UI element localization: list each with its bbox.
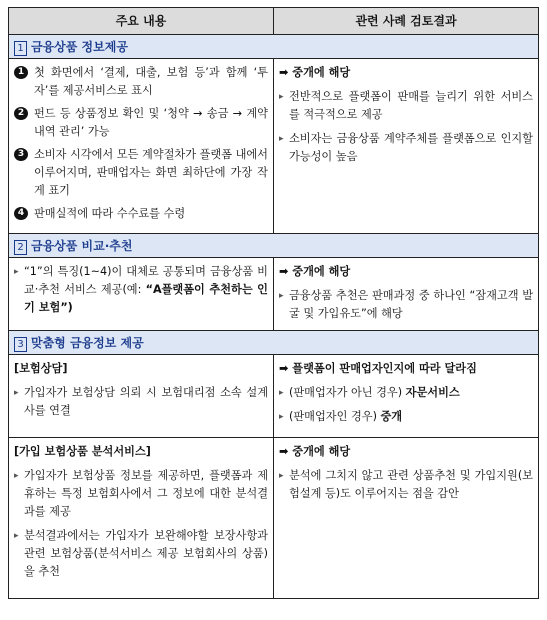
section-3-sub1-left-cell — [9, 355, 274, 438]
section-number-box: 3 — [14, 337, 27, 352]
bullet-icon: ▸ — [14, 531, 19, 541]
section-2-row — [9, 258, 539, 331]
comparison-table — [8, 7, 539, 599]
bullet-icon: ▸ — [279, 291, 284, 301]
sub-title: [가입 보험상품 분석서비스] — [14, 445, 151, 458]
section-1-title-row — [9, 35, 539, 59]
list-item: ▸ 가입자가 보험상품 정보를 제공하면, 플랫폼과 제휴하는 특정 보험회사에서 그 정보에 대한 분석결과를 제공 — [14, 467, 268, 521]
number-badge-icon: 4 — [14, 207, 28, 220]
list-item: ▸ 분석에 그치지 않고 관련 상품추천 및 가입지원(보험설계 등)도 이루어지는 점을 감안 — [279, 467, 533, 503]
section-2-left-cell — [9, 258, 274, 331]
section-3-sub2-right-cell — [274, 438, 539, 599]
arrow-right-icon: ➡ — [279, 445, 293, 458]
bullet-icon: ▸ — [14, 388, 19, 398]
bullet-icon: ▸ — [14, 267, 19, 277]
section-number-box: 2 — [14, 240, 27, 255]
number-badge-icon: 2 — [14, 107, 28, 120]
header-main-content: 주요 내용 — [9, 8, 274, 35]
section-3-sub2-left-cell — [9, 438, 274, 599]
list-item: ▸ (판매업자인 경우) 중개 — [279, 408, 533, 426]
header-review-result: 관련 사례 검토결과 — [274, 8, 539, 35]
section-3-sub2-row — [9, 438, 539, 599]
bullet-icon: ▸ — [279, 471, 284, 481]
comparison-table-wrapper — [8, 7, 538, 599]
list-item: ▸ 전반적으로 플랫폼이 판매를 늘리기 위한 서비스를 적극적으로 제공 — [279, 88, 533, 124]
number-badge-icon: 1 — [14, 66, 28, 79]
bullet-icon: ▸ — [279, 134, 284, 144]
section-1-title: 1 금융상품 정보제공 — [9, 35, 539, 59]
bullet-icon: ▸ — [14, 471, 19, 481]
section-number-box: 1 — [14, 41, 27, 56]
verdict-heading: ➡ 중개에 해당 — [279, 445, 351, 458]
arrow-right-icon: ➡ — [279, 362, 293, 375]
section-1-left-cell — [9, 59, 274, 234]
section-1-row — [9, 59, 539, 234]
sub-title: [보험상담] — [14, 362, 68, 375]
section-2-title-row — [9, 234, 539, 258]
list-item: 3 소비자 시각에서 모든 계약절차가 플랫폼 내에서 이루어지며, 판매업자는 화면 최하단에 가장 작게 표기 — [14, 146, 268, 200]
list-item: 2 펀드 등 상품정보 확인 및 ‘청약 → 송금 → 계약내역 관리’ 가능 — [14, 105, 268, 141]
number-badge-icon: 3 — [14, 148, 28, 161]
list-item: ▸ 금융상품 추천은 판매과정 중 하나인 “잠재고객 발굴 및 가입유도”에 해당 — [279, 287, 533, 323]
list-item: ▸ 가입자가 보험상담 의뢰 시 보험대리점 소속 설계사를 연결 — [14, 384, 268, 420]
list-item: 4 판매실적에 따라 수수료를 수령 — [14, 205, 268, 223]
list-item: ▸ (판매업자가 아닌 경우) 자문서비스 — [279, 384, 533, 402]
section-1-right-cell — [274, 59, 539, 234]
section-3-title-row — [9, 331, 539, 355]
section-3-sub1-row — [9, 355, 539, 438]
verdict-heading: ➡ 플랫폼이 판매업자인지에 따라 달라짐 — [279, 362, 477, 375]
verdict-heading: ➡ 중개에 해당 — [279, 66, 351, 79]
bullet-icon: ▸ — [279, 412, 284, 422]
list-item: ▸ 분석결과에서는 가입자가 보완해야할 보장사항과 관련 보험상품(분석서비스 제공 보험회사의 상품)을 추천 — [14, 527, 268, 581]
list-item: 1 첫 화면에서 ‘결제, 대출, 보험 등’과 함께 ‘투자’를 제공서비스로 표시 — [14, 64, 268, 100]
section-3-sub1-right-cell — [274, 355, 539, 438]
list-item: ▸ 소비자는 금융상품 계약주체를 플랫폼으로 인지할 가능성이 높음 — [279, 130, 533, 166]
arrow-right-icon: ➡ — [279, 265, 293, 278]
list-item: ▸ “1”의 특징(1~4)이 대체로 공통되며 금융상품 비교·추천 서비스 제공(예: “A플랫폼이 추천하는 인기 보험”) — [14, 263, 268, 317]
arrow-right-icon: ➡ — [279, 66, 293, 79]
header-row — [9, 8, 539, 35]
section-3-title: 3 맞춤형 금융정보 제공 — [9, 331, 539, 355]
bullet-icon: ▸ — [279, 92, 284, 102]
verdict-heading: ➡ 중개에 해당 — [279, 265, 351, 278]
section-2-title: 2 금융상품 비교·추천 — [9, 234, 539, 258]
section-2-right-cell — [274, 258, 539, 331]
bullet-icon: ▸ — [279, 388, 284, 398]
